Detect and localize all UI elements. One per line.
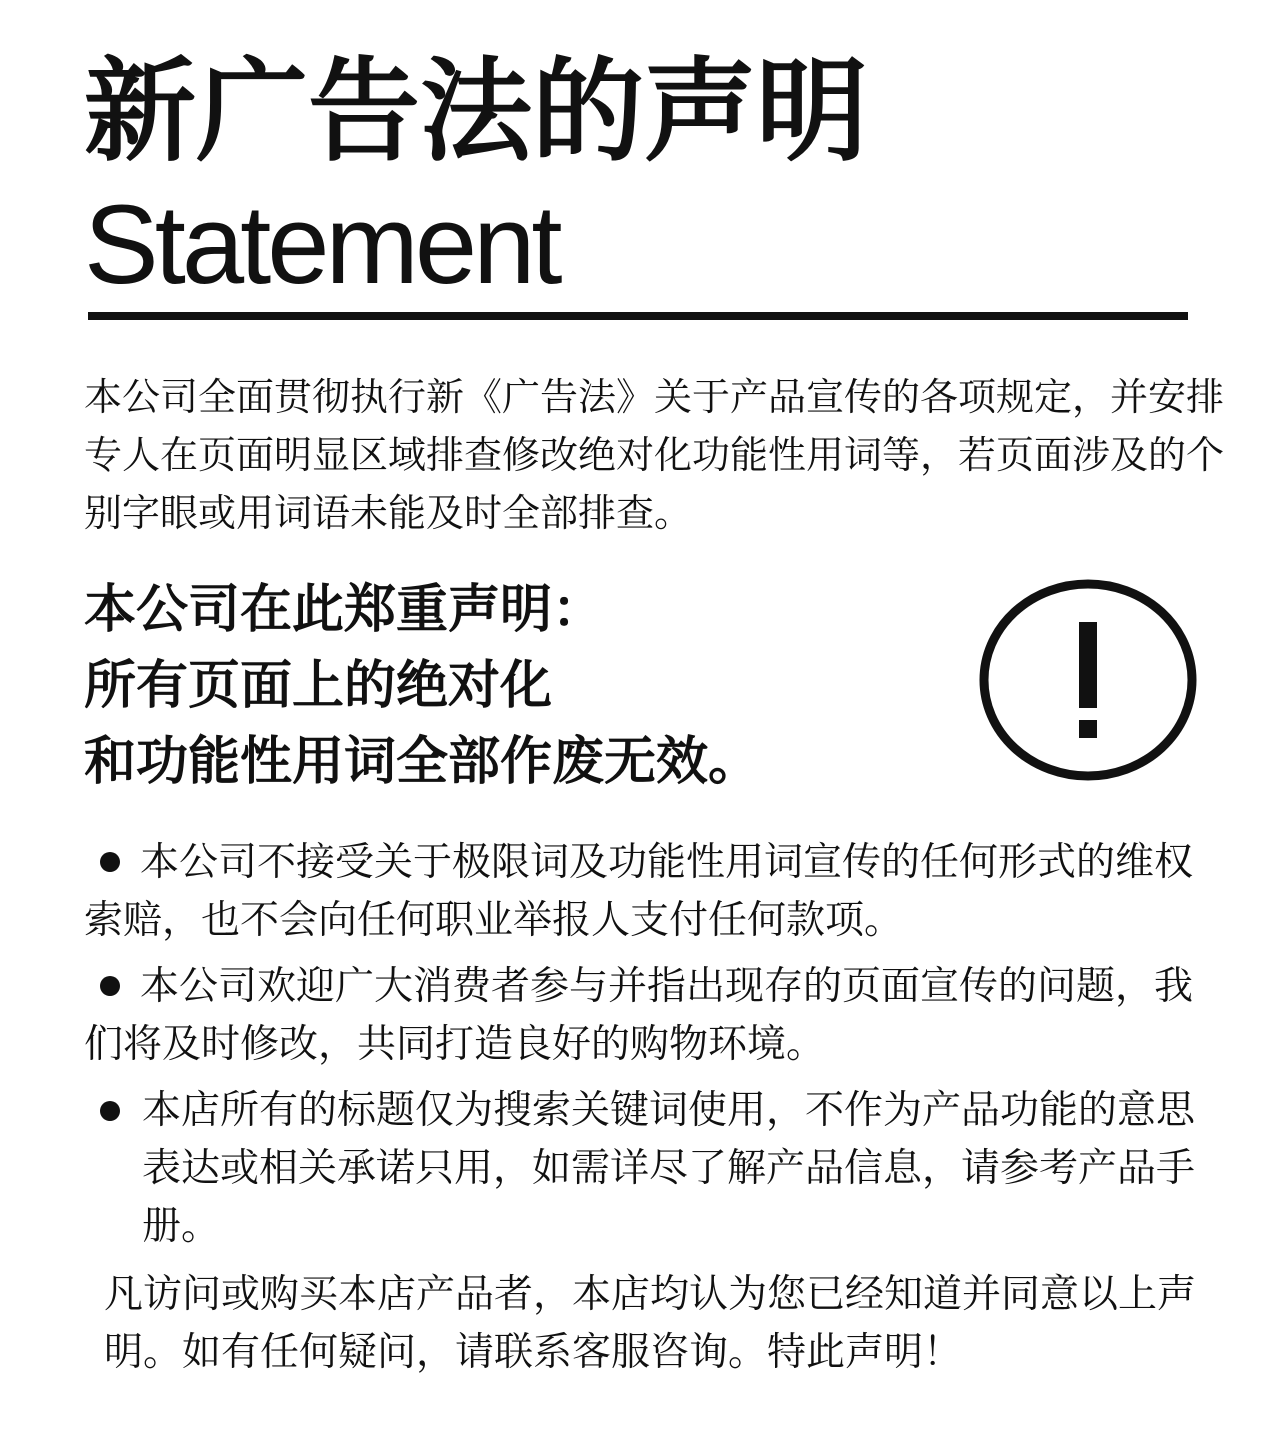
bullet-text-3: 本店所有的标题仅为搜索关键词使用，不作为产品功能的意思表达或相关承诺只用，如需详尽了解产品信息，请参考产品手册。 bbox=[142, 1088, 1196, 1249]
declaration-line-1: 本公司在此郑重声明： bbox=[84, 580, 605, 640]
bullet-text-2: 本公司欢迎广大消费者参与并指出现存的页面宣传的问题，我们将及时修改，共同打造良好的购物环境。 bbox=[84, 964, 1194, 1067]
bullet-item-2 bbox=[84, 958, 1214, 1074]
page-title-english: Statement bbox=[84, 182, 559, 307]
closing-paragraph: 凡访问或购买本店产品者，本店均认为您已经知道并同意以上声明。如有任何疑问，请联系客服咨询。特此声明！ bbox=[104, 1272, 1197, 1375]
bullet-dot bbox=[100, 1101, 120, 1121]
declaration-block bbox=[84, 572, 944, 800]
declaration-line-2: 所有页面上的绝对化 bbox=[84, 656, 553, 716]
bullet-text-1: 本公司不接受关于极限词及功能性用词宣传的任何形式的维权索赔，也不会向任何职业举报人支付任何款项。 bbox=[84, 840, 1194, 943]
bullet-item-3 bbox=[84, 1082, 1214, 1256]
bullet-list bbox=[84, 834, 1214, 1264]
exclamation-circle-icon bbox=[978, 578, 1198, 784]
bullet-dot bbox=[100, 976, 120, 996]
bullet-item-1 bbox=[84, 834, 1214, 950]
page-title-chinese: 新广告法的声明 bbox=[84, 47, 868, 177]
intro-paragraph: 本公司全面贯彻执行新《广告法》关于产品宣传的各项规定，并安排专人在页面明显区域排查修改绝对化功能性用词等，若页面涉及的个别字眼或用词语未能及时全部排查。 bbox=[84, 375, 1225, 535]
title-divider bbox=[88, 312, 1188, 320]
bullet-dot bbox=[100, 852, 120, 872]
declaration-line-3: 和功能性用词全部作废无效。 bbox=[84, 732, 761, 792]
